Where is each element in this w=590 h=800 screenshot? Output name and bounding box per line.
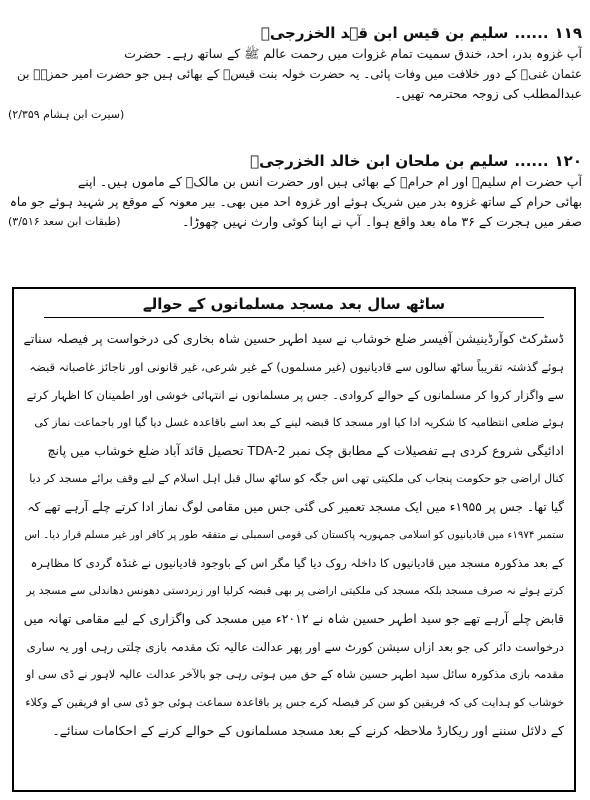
box-text-line: ڈسٹرکٹ کوآرڈینیشن آفیسر ضلع خوشاب نے سید اطہر حسین شاہ بخاری کی درخواست پر فیصلہ سناتے: [24, 331, 564, 346]
entry-text-line: آپ حضرت ام سلیمؓ اور ام حرامؓ کے بھائی ہیں اور حضرت انس بن مالکؓ کے ماموں ہیں۔ اپنے: [77, 174, 582, 189]
entry-heading: [8, 22, 582, 44]
entry-dots: ......: [514, 152, 549, 170]
entry-text-fragment: صفر میں ہجرت کے ۳۶ ماہ بعد واقع ہوا۔ آپ نے اپنا کوئی وارث نہیں چھوڑا۔: [182, 214, 582, 229]
entry-citation-line: [8, 104, 582, 124]
title-underline: [44, 317, 544, 318]
entry-dots: ......: [514, 24, 549, 42]
box-text-line: کے بعد مذکورہ مسجد میں قادیانیوں کا داخلہ روک دیا گیا مگر اس کے باوجود قادیانیوں نے غنڈہ گردی کا مظاہرہ: [30, 556, 564, 570]
box-text-line: کے دلائل سننے اور ریکارڈ ملاحظہ کرنے کے بعد مسجد مسلمانوں کے حوالے کرنے کے احکامات سنائے۔: [52, 723, 564, 738]
box-text-line: کرتے ہوئے نہ صرف مسجد بلکہ مسجد کی ملکیتی اراضی پر بھی قبضہ کرلیا اور زبردستی دھونس دھاندلی سے مسجد پر: [26, 584, 564, 597]
entry-citation: (طبقات ابن سعد ۳/۵۱۶): [8, 215, 121, 228]
entry-number: ۱۲۰: [554, 152, 582, 170]
news-box: [12, 287, 576, 792]
entry-119: [8, 22, 582, 124]
entry-text-line: بھائی حرام کے ساتھ غزوہ بدر میں شریک ہوئے اور غزوہ احد میں بھی۔ بیر معونہ کے موقع پر شہید ہوئے جو ماہ: [9, 195, 582, 209]
box-text-line: خوشاب کو ہدایت کی کہ فریقین کو سن کر فیصلہ کرے جس پر باقاعدہ سماعت ہوئی جو ڈی سی او فریقین کے وکلاء: [25, 696, 564, 709]
entry-citation: (سیرت ابن ہشام ۲/۳۵۹): [8, 108, 125, 121]
entry-text-line: [8, 84, 582, 104]
box-text-line: ہوئے ضلعی انتظامیہ کا شکریہ ادا کیا اور مسجد کا قبضہ لینے کے بعد اسے باقاعدہ غسل دیا گیا اور باجماعت نماز کی: [34, 416, 564, 429]
box-body: [24, 325, 564, 745]
entry-text-line: عثمان غنیؓ کے دور خلافت میں وفات پائی۔ یہ حضرت خولہ بنت قیسؓ کے بھائی ہیں جو حضرت امیر حمزہؓ بن: [16, 67, 582, 81]
entry-text-fragment: عبدالمطلب کی زوجہ محترمہ تھیں۔: [394, 86, 582, 101]
box-text-line: ستمبر ۱۹۷۴ء میں قادیانیوں کو اسلامی جمہوریہ پاکستان کی قومی اسمبلی نے متفقہ طور پر کافر اور غیر مسلم قرار دیا۔ اس: [24, 529, 564, 541]
box-text-line: ہوئے گذشتہ تقریباً ساٹھ سالوں سے قادیانیوں (غیر مسلموں) کے غیر شرعی، غیر قانونی اور ناجائز غاصبانہ قبضہ: [29, 360, 564, 374]
box-text-line: قابض چلے آرہے تھے جو سید اطہر حسین شاہ نے ۲۰۱۲ء میں مسجد کی واگزاری کے لیے مقامی تھانہ میں: [24, 611, 564, 626]
entry-name: سلیم بن قیس ابن قہد الخزرجیؓ: [260, 24, 509, 42]
entry-text-line: آپ غزوہ بدر، احد، خندق سمیت تمام غزوات میں رحمت عالم ﷺ کے ساتھ رہے۔ حضرت: [124, 46, 582, 61]
box-text-line: ادائیگی شروع کردی ہے تفصیلات کے مطابق چک نمبر 2-TDA تحصیل قائد آباد ضلع خوشاب میں پانچ: [47, 443, 564, 458]
box-text-line: مقدمہ بازی مذکورہ سائل سید اطہر حسین شاہ کے حق میں ہوتی رہی جو بالآخر عدالت عالیہ لاہور نے ڈی سی او: [25, 668, 564, 681]
entry-number: ۱۱۹: [554, 24, 582, 42]
box-text-line: درخواست دائر کی جو بعد ازاں سیشن کورٹ سے اور پھر عدالت عالیہ تک مقدمہ بازی چلتی رہی اور یہ ساری: [26, 640, 564, 654]
entry-heading: [8, 150, 582, 172]
box-text-line: گیا تھا۔ جس پر ۱۹۵۵ء میں ایک مسجد تعمیر کی گئی جس میں مقامی لوگ نماز ادا کرتے چلے آرہے تھے کہ: [27, 500, 564, 514]
entry-120: [8, 150, 582, 232]
box-text-line: کنال اراضی جو حکومت پنجاب کی ملکیتی تھی اس جگہ کو ساٹھ سال قبل اہل اسلام کے لیے وقف برائے مسجد کر دیا: [29, 472, 564, 485]
box-text-line: سے واگزار کروا کر مسلمانوں کے حوالے کروادی۔ جس پر مسلمانوں نے انتہائی خوشی اور اطمینان کا اظہار کرتے: [26, 388, 564, 402]
entry-name: سلیم بن ملحان ابن خالد الخزرجیؓ: [250, 152, 509, 170]
entry-text-line: [8, 212, 582, 232]
box-title: ساٹھ سال بعد مسجد مسلمانوں کے حوالے: [142, 295, 446, 313]
